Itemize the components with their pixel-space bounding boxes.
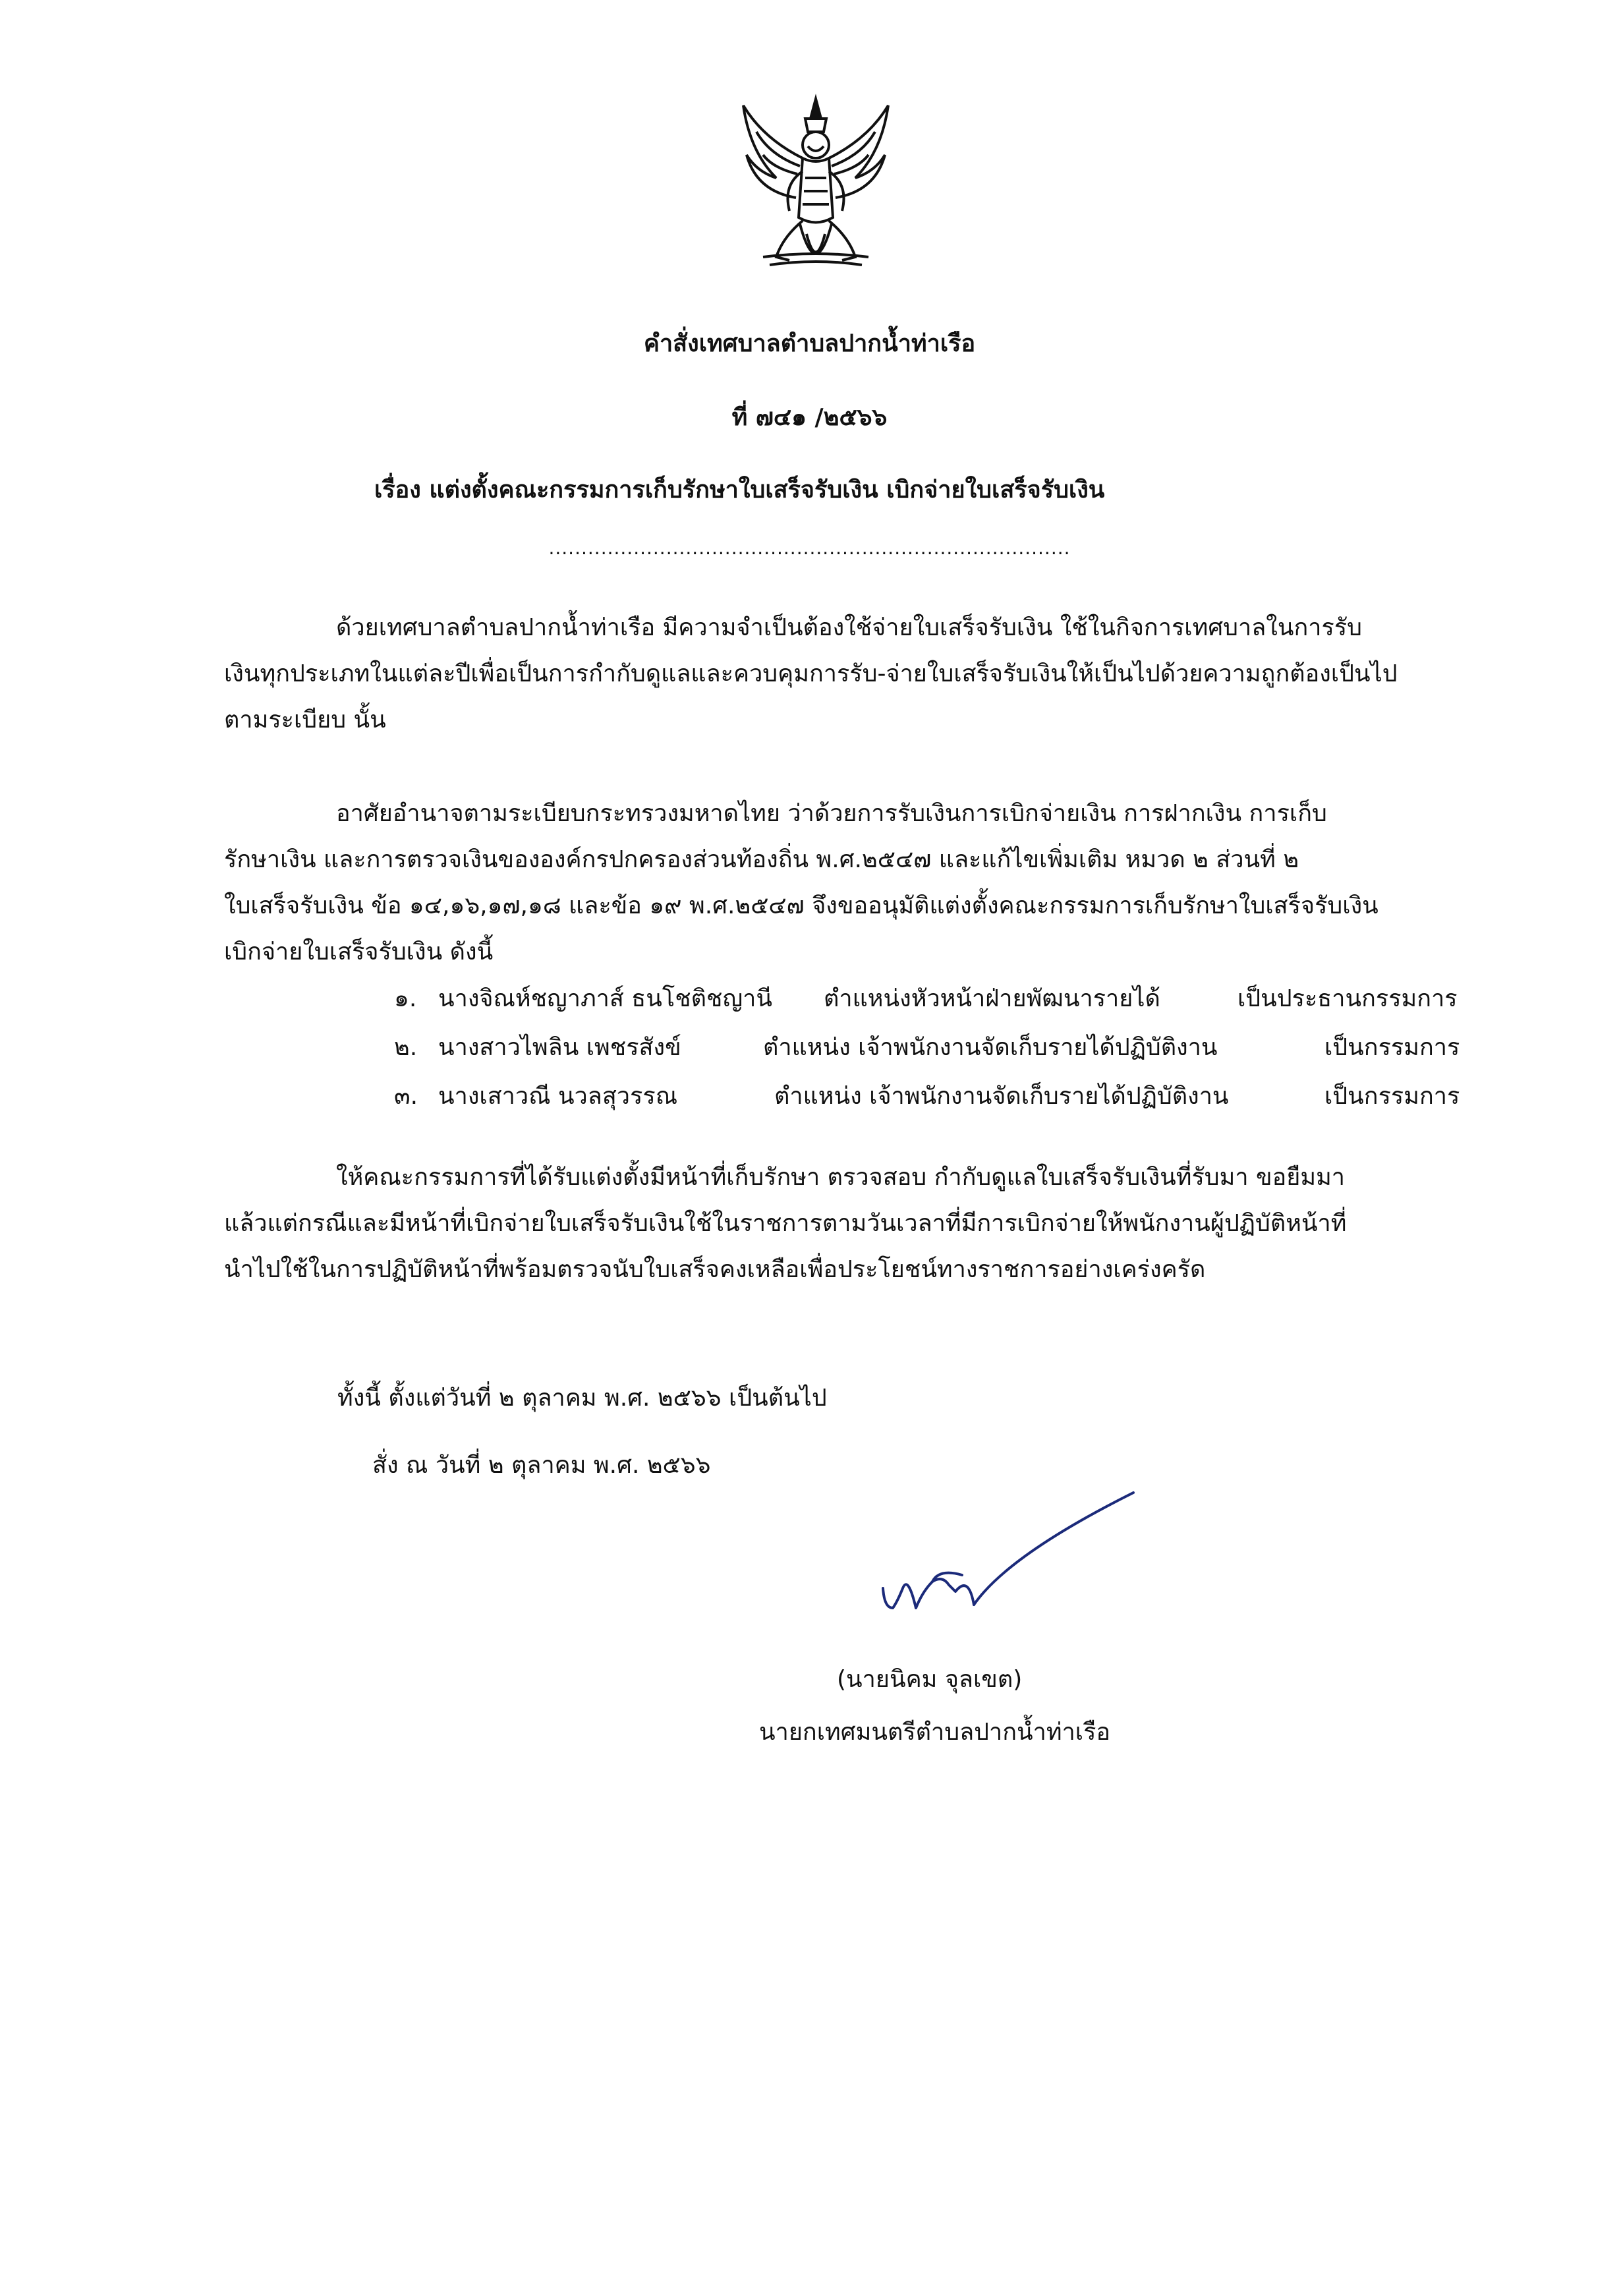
divider-dots: ................................................................................ (548, 537, 1071, 559)
member-role: เป็นกรรมการ (1324, 1083, 1460, 1110)
garuda-emblem-icon (737, 92, 895, 290)
member-role: เป็นประธานกรรมการ (1237, 985, 1458, 1012)
member-name: นางสาวไพลิน เพชรสังข์ (438, 1034, 681, 1061)
paragraph-line: นำไปใช้ในการปฏิบัติหน้าที่พร้อมตรวจนับใบเสร็จคงเหลือเพื่อประโยชน์ทางราชการอย่างเคร่งครัด (224, 1256, 1206, 1283)
member-number: ๒. (394, 1034, 418, 1061)
paragraph-line: รักษาเงิน และการตรวจเงินขององค์กรปกครองส่วนท้องถิ่น พ.ศ.๒๕๔๗ และแก้ไขเพิ่มเติม หมวด ๒ ส่วนที่ ๒ (224, 846, 1299, 873)
member-position: ตำแหน่ง เจ้าพนักงานจัดเก็บรายได้ปฏิบัติงาน (763, 1034, 1218, 1061)
member-position: ตำแหน่ง เจ้าพนักงานจัดเก็บรายได้ปฏิบัติงาน (774, 1083, 1229, 1110)
handwritten-signature-icon (857, 1476, 1160, 1648)
member-position: ตำแหน่งหัวหน้าฝ่ายพัฒนารายได้ (824, 985, 1160, 1012)
paragraph-line: เบิกจ่ายใบเสร็จรับเงิน ดังนี้ (224, 938, 494, 965)
paragraph-authority (224, 791, 1509, 975)
document-subject: เรื่อง แต่งตั้งคณะกรรมการเก็บรักษาใบเสร็จรับเงิน เบิกจ่ายใบเสร็จรับเงิน (374, 476, 1105, 503)
paragraph-line: ให้คณะกรรมการที่ได้รับแต่งตั้งมีหน้าที่เก็บรักษา ตรวจสอบ กำกับดูแลใบเสร็จรับเงินที่รับมา ขอยืมมา (336, 1164, 1346, 1191)
paragraph-line: แล้วแต่กรณีและมีหน้าที่เบิกจ่ายใบเสร็จรับเงินใช้ในราชการตามวันเวลาที่มีการเบิกจ่ายให้พนักงานผู้ปฏิบัติหน้าที่ (224, 1210, 1347, 1237)
paragraph-line: ตามระเบียบ นั้น (224, 706, 386, 733)
member-name: นางเสาวณี นวลสุวรรณ (438, 1083, 678, 1110)
signer-name: (นายนิคม จุลเขต) (837, 1666, 1023, 1693)
paragraph-line: อาศัยอำนาจตามระเบียบกระทรวงมหาดไทย ว่าด้วยการรับเงินการเบิกจ่ายเงิน การฝากเงิน การเก็บ (336, 800, 1327, 827)
document-title: คำสั่งเทศบาลตำบลปากน้ำท่าเรือ (643, 330, 976, 357)
effective-date: ทั้งนี้ ตั้งแต่วันที่ ๒ ตุลาคม พ.ศ. ๒๕๖๖ เป็นต้นไป (337, 1385, 827, 1412)
member-name: นางจิณห์ชญาภาส์ ธนโชติชญานี (438, 985, 772, 1012)
member-role: เป็นกรรมการ (1324, 1034, 1460, 1061)
document-number: ที่ ๗๔๑ /๒๕๖๖ (731, 404, 888, 431)
paragraph-intro (224, 605, 1509, 743)
member-number: ๓. (394, 1083, 418, 1110)
signer-title: นายกเทศมนตรีตำบลปากน้ำท่าเรือ (759, 1719, 1111, 1746)
paragraph-line: ใบเสร็จรับเงิน ข้อ ๑๔,๑๖,๑๗,๑๘ และข้อ ๑๙ พ.ศ.๒๕๔๗ จึงขออนุมัติแต่งตั้งคณะกรรมการเก็บรักษาใบเสร็จรับเงิน (224, 892, 1378, 919)
member-number: ๑. (394, 985, 417, 1012)
paragraph-line: เงินทุกประเภทในแต่ละปีเพื่อเป็นการกำกับดูแลและควบคุมการรับ-จ่ายใบเสร็จรับเงินให้เป็นไปด้วยความถูกต้องเป็นไป (224, 660, 1398, 687)
paragraph-duties (224, 1155, 1509, 1293)
order-date: สั่ง ณ วันที่ ๒ ตุลาคม พ.ศ. ๒๕๖๖ (372, 1452, 711, 1479)
paragraph-line: ด้วยเทศบาลตำบลปากน้ำท่าเรือ มีความจำเป็นต้องใช้จ่ายใบเสร็จรับเงิน ใช้ในกิจการเทศบาลในการรับ (336, 614, 1363, 641)
